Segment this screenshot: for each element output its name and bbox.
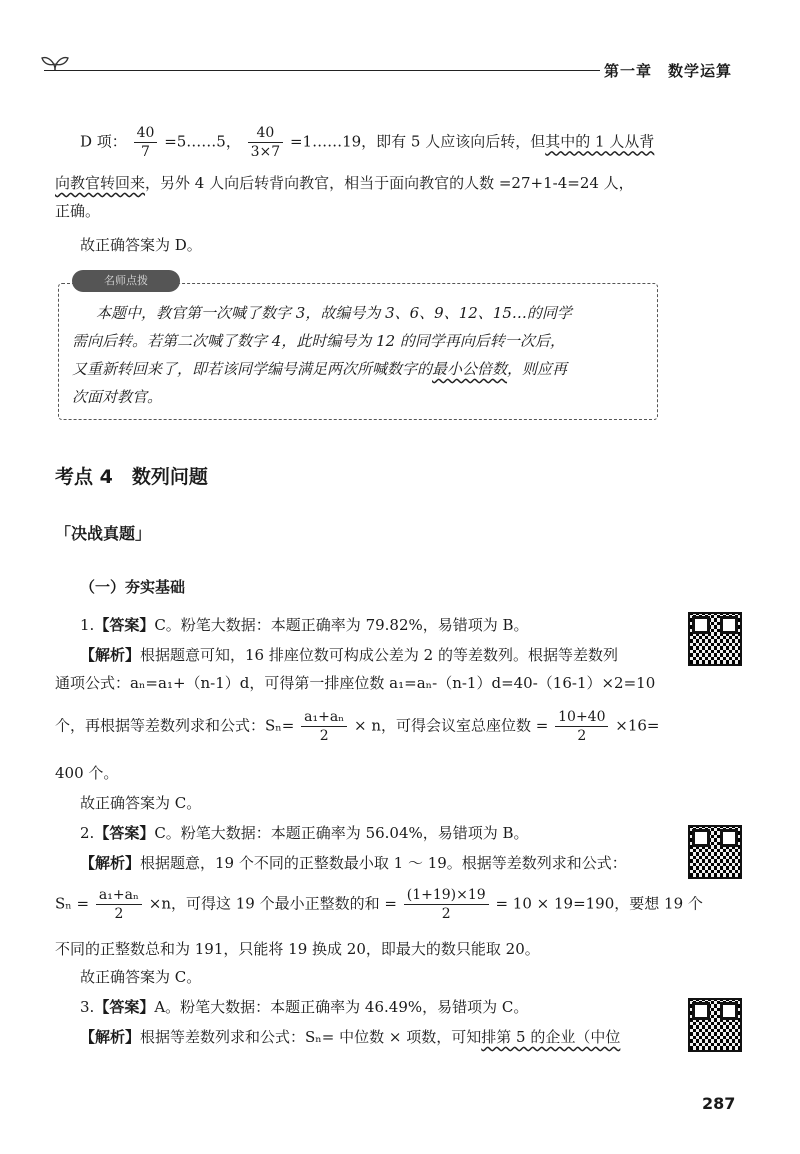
explain-tag: 【解析】 <box>80 1028 141 1046</box>
qr-code-icon[interactable] <box>688 612 742 666</box>
fraction-sum-formula: $\frac{\text{a₁+aₙ}}{2}$ <box>96 886 142 923</box>
q1-explain-line3: 个，再根据等差数列求和公式：Sₙ= $\frac{\text{a₁+aₙ}}{2}$ × n，可得会议室总座位数 = $\frac{10+40}{2}$ ×16= <box>55 709 660 744</box>
explain-tag: 【解析】 <box>80 646 141 664</box>
section-subtitle: 「决战真题」 <box>55 524 152 543</box>
q1-explain-line2: 通项公式：aₙ=a₁+（n-1）d，可得第一排座位数 a₁=aₙ-（n-1）d=40-（16-1）×2=10 <box>55 674 656 692</box>
tip-line1: 本题中，教官第一次喊了数字 3，故编号为 3、6、9、12、15…的同学 <box>96 304 572 322</box>
emphasis-text: 向教官转回来 <box>55 174 146 192</box>
emphasis-text: 最小公倍数 <box>432 360 508 378</box>
q1-answer: 故正确答案为 C。 <box>80 794 202 812</box>
sprout-icon <box>40 52 70 72</box>
q3-explain-line1: 【解析】根据等差数列求和公式：Sₙ= 中位数 × 项数，可知排第 5 的企业（中位 <box>80 1028 621 1046</box>
section-title: 考点 4 数列问题 <box>55 466 208 488</box>
q2-explain-line1: 【解析】根据题意，19 个不同的正整数最小取 1 ～ 19。根据等差数列求和公式： <box>80 854 627 872</box>
q1-explain-line1: 【解析】根据题意可知，16 排座位数可构成公差为 2 的等差数列。根据等差数列 <box>80 646 618 664</box>
header-rule <box>44 70 600 71</box>
answer-tag: 【答案】 <box>94 824 155 842</box>
fraction-40-7: $\frac{40}{7}$ <box>134 124 158 161</box>
option-d-answer: 故正确答案为 D。 <box>80 236 202 254</box>
tip-line4: 次面对教官。 <box>72 388 163 406</box>
chapter-title: 第一章 数学运算 <box>604 62 733 80</box>
fraction-sum-formula: $\frac{\text{a₁+aₙ}}{2}$ <box>301 708 347 745</box>
tip-badge: 名师点拨 <box>72 270 180 292</box>
q2-answer: 故正确答案为 C。 <box>80 968 202 986</box>
emphasis-text: 其中的 1 人从背 <box>545 132 655 151</box>
emphasis-text: 排第 5 的企业（中位 <box>481 1028 621 1046</box>
q2-explain-line3: 不同的正整数总和为 191，只能将 19 换成 20，即最大的数只能取 20。 <box>55 940 540 958</box>
q1-explain-line4: 400 个。 <box>55 764 119 782</box>
tip-line3: 又重新转回来了，即若该同学编号满足两次所喊数字的最小公倍数，则应再 <box>72 360 568 378</box>
option-d-line1: D 项： $\frac{40}{7}$ =5……5， $\frac{40}{3\times 7}$ =1……19，即有 5 人应该向后转，但其中的 1 人从背 <box>80 125 655 160</box>
q2-answer-line: 2.【答案】C。粉笔大数据：本题正确率为 56.04%，易错项为 B。 <box>80 824 529 842</box>
fraction-avg-seats: $\frac{10+40}{2}$ <box>555 708 608 745</box>
explain-tag: 【解析】 <box>80 854 141 872</box>
fraction-40-21: $\frac{40}{3\times 7}$ <box>248 124 284 161</box>
qr-code-icon[interactable] <box>688 998 742 1052</box>
tip-line2: 需向后转。若第二次喊了数字 4，此时编号为 12 的同学再向后转一次后， <box>72 332 565 350</box>
part-title: （一）夯实基础 <box>80 578 186 596</box>
answer-tag: 【答案】 <box>94 998 155 1016</box>
q3-answer-line: 3.【答案】A。粉笔大数据：本题正确率为 46.49%，易错项为 C。 <box>80 998 529 1016</box>
qr-code-icon[interactable] <box>688 825 742 879</box>
answer-tag: 【答案】 <box>94 616 155 634</box>
option-d-line2: 向教官转回来，另外 4 人向后转背向教官，相当于面向教官的人数 =27+1-4=24 人， <box>55 174 634 192</box>
option-d-label: D 项： <box>80 132 127 151</box>
option-d-line3: 正确。 <box>55 202 101 220</box>
fraction-sum-19: $\frac{(1+19)\times 19}{2}$ <box>404 886 489 923</box>
page-number: 287 <box>702 1094 736 1113</box>
q2-explain-line2: Sₙ = $\frac{\text{a₁+aₙ}}{2}$ ×n，可得这 19 个最小正整数的和 = $\frac{(1+19)\times 19}{2}$ = 10 × 19=190，要想 19 个 <box>55 887 703 922</box>
q1-answer-line: 1.【答案】C。粉笔大数据：本题正确率为 79.82%，易错项为 B。 <box>80 616 529 634</box>
